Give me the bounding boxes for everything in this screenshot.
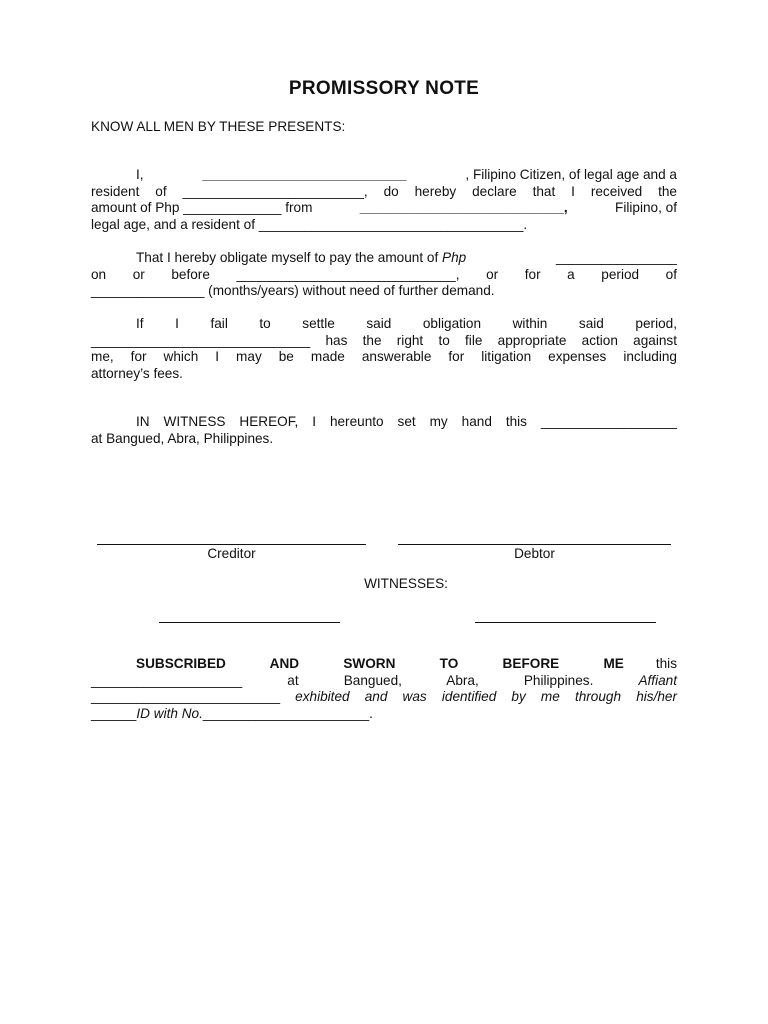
para2-line3: _______________ (months/years) without need of further demand.: [91, 283, 495, 298]
lender-blank: ___________________________,: [359, 200, 568, 215]
para3-line1: If I fail to settle said obligation within said period,: [136, 316, 677, 331]
jurat-line4: ______ID with No.______________________.: [91, 705, 373, 721]
paragraph-default: [91, 316, 677, 382]
para1-line4: legal age, and a resident of ___________________________________.: [91, 216, 528, 232]
para4-line1: IN WITNESS HEREOF, I hereunto set my hand this __________________: [136, 414, 677, 429]
paragraph-obligation: [91, 250, 677, 300]
intro-text: KNOW ALL MEN BY THESE PRESENTS:: [91, 119, 346, 134]
paragraph-witness: [91, 414, 677, 447]
jurat-line2: ____________________ at Bangued, Abra, Philippines. Affiant: [91, 672, 677, 688]
debtor-label: Debtor: [514, 546, 555, 561]
para3-line2: _____________________________ has the right to file appropriate action against: [91, 332, 677, 348]
creditor-label: Creditor: [207, 546, 256, 561]
debtor-signature-line: [398, 544, 671, 545]
witnesses-label: WITNESSES:: [364, 576, 448, 591]
para1-line3: amount of Php _____________ from ___________________________, Filipino, of: [91, 200, 677, 215]
para2-line1: That I hereby obligate myself to pay the amount of Php ________________: [136, 250, 677, 265]
jurat-line1: SUBSCRIBED AND SWORN TO BEFORE ME this: [136, 656, 677, 671]
jurat-paragraph: [91, 656, 677, 722]
witness-line-1: [159, 622, 340, 623]
para1-line1: I, ___________________________ , Filipino Citizen, of legal age and a: [136, 167, 677, 182]
para2-line2: on or before _____________________________, or for a period of: [91, 266, 677, 282]
name-blank: ___________________________: [202, 167, 407, 182]
jurat-line3: _________________________ exhibited and was identified by me through his/her: [91, 689, 677, 704]
para1-line2: resident of ________________________, do hereby declare that I received the: [91, 183, 677, 199]
para3-line3: me, for which I may be made answerable for litigation expenses including: [91, 349, 677, 364]
witness-line-2: [475, 622, 656, 623]
creditor-signature-line: [97, 544, 366, 545]
jurat-bold-text: SUBSCRIBED AND SWORN TO BEFORE ME: [136, 656, 624, 671]
para3-line4: attorney’s fees.: [91, 365, 183, 381]
paragraph-declaration: [91, 167, 677, 233]
document-title: PROMISSORY NOTE: [288, 78, 480, 99]
para4-line2: at Bangued, Abra, Philippines.: [91, 430, 274, 446]
